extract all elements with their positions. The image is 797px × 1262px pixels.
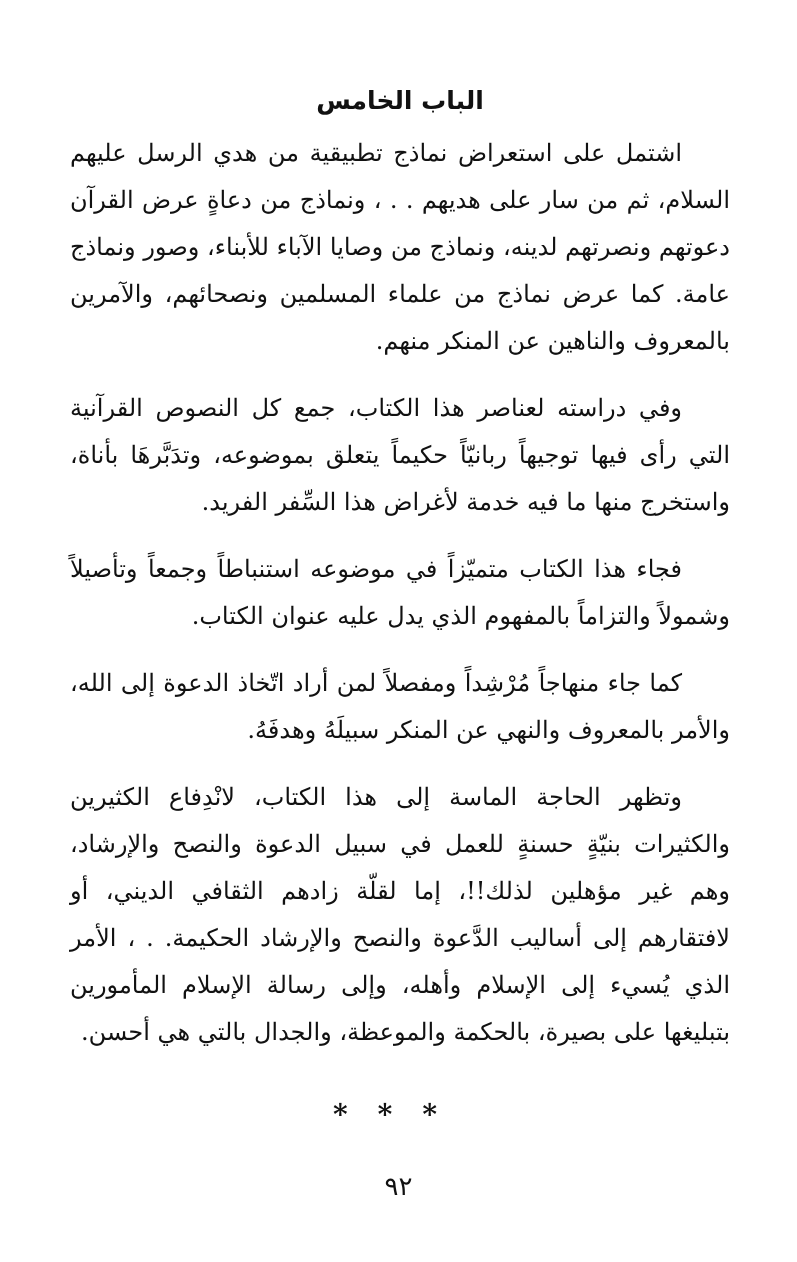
paragraph-1: اشتمل على استعراض نماذج تطبيقية من هدي الرسل عليهم السلام، ثم من سار على هديهم . . ، ونماذج من دعاةٍ عرض القرآن دعوتهم ونصرتهم لدينه، ونماذج من وصايا الآباء للأبناء، وصور ونماذج عامة. كما عرض نماذج من علماء المسلمين ونصحائهم، والآمرين بالمعروف والناهين عن المنكر منهم. bbox=[70, 139, 730, 355]
paragraph-3: فجاء هذا الكتاب متميّزاً في موضوعه استنباطاً وجمعاً وتأصيلاً وشمولاً والتزاماً بالمفهوم الذي يدل عليه عنوان الكتاب. bbox=[70, 555, 730, 630]
page-number: ٩٢ bbox=[384, 1172, 413, 1202]
section-separator: *** bbox=[333, 1098, 467, 1131]
chapter-heading: الباب الخامس bbox=[316, 86, 484, 115]
paragraph-2: وفي دراسته لعناصر هذا الكتاب، جمع كل النصوص القرآنية التي رأى فيها توجيهاً ربانيّاً حكيماً يتعلق بموضوعه، وتدَبَّرهَا بأناة، واستخرج منها ما فيه خدمة لأغراض هذا السِّفر الفريد. bbox=[70, 394, 730, 516]
paragraph-5: وتظهر الحاجة الماسة إلى هذا الكتاب، لانْدِفاع الكثيرين والكثيرات بنيّةٍ حسنةٍ للعمل في سبيل الدعوة والنصح والإرشاد، وهم غير مؤهلين لذلك!!، إما لقلّة زادهم الثقافي الديني، أو لافتقارهم إلى أساليب الدَّعوة والنصح والإرشاد الحكيمة. . ، الأمر الذي يُسيء إلى الإسلام وأهله، وإلى رسالة الإسلام المأمورين بتبليغها على بصيرة، بالحكمة والموعظة، والجدال بالتي هي أحسن. bbox=[70, 783, 730, 1046]
paragraph-4: كما جاء منهاجاً مُرْشِداً ومفصلاً لمن أراد اتّخاذ الدعوة إلى الله، والأمر بالمعروف والنهي عن المنكر سبيلَهُ وهدفَهُ. bbox=[70, 669, 730, 744]
page-body bbox=[70, 78, 730, 1131]
